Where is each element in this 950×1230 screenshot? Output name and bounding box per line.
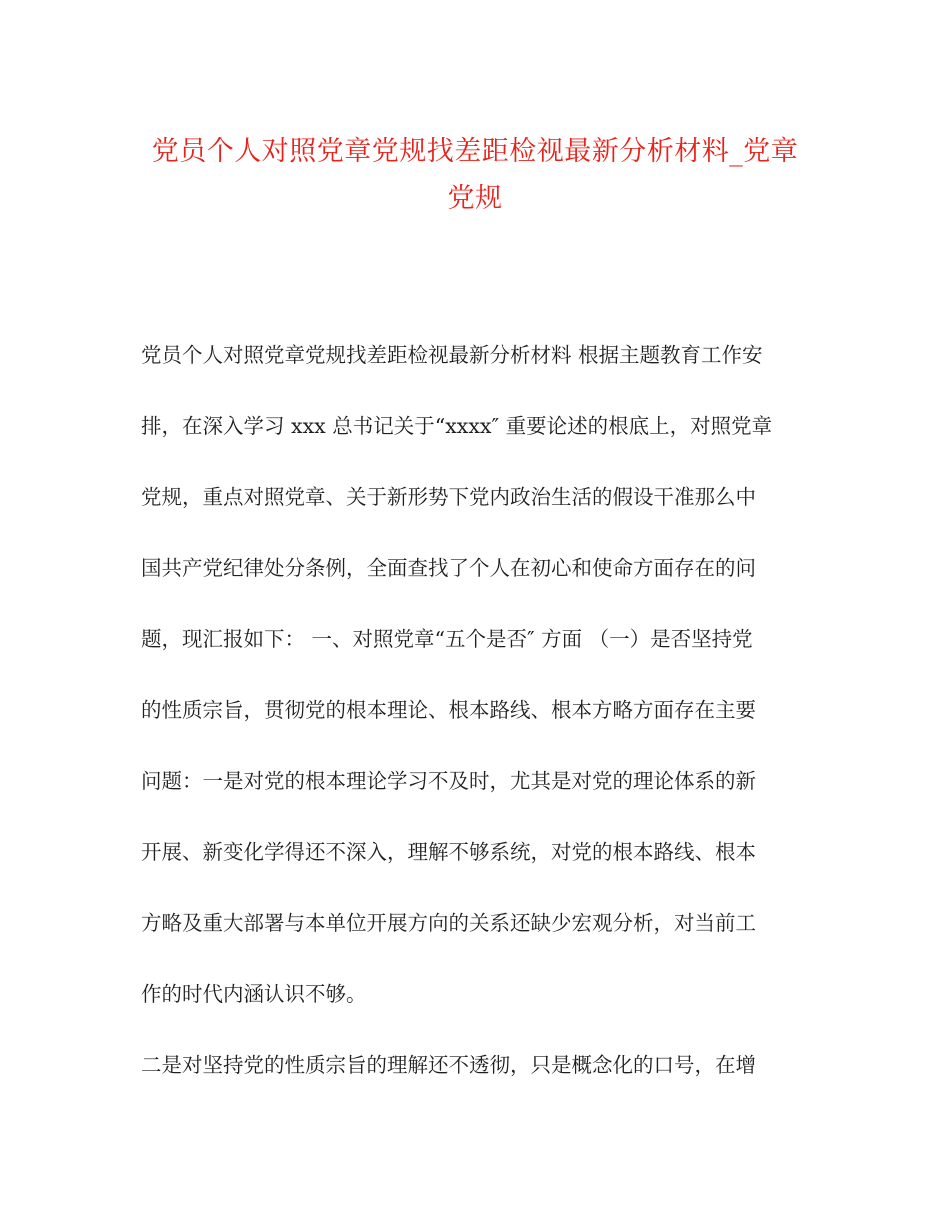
body-line-10: 作的时代内涵认识不够。 xyxy=(141,982,367,1006)
body-line-11: 二是对坚持党的性质宗旨的理解还不透彻，只是概念化的口号，在增 xyxy=(141,1053,756,1077)
body-line-4: 国共产党纪律处分条例，全面查找了个人在初心和使命方面存在的问 xyxy=(141,556,756,580)
body-line-2: 排，在深入学习 xxx 总书记关于“xxxx″ 重要论述的根底上，对照党章 xyxy=(141,414,773,438)
title-line-2: 党规 xyxy=(447,183,503,214)
body-line-1: 党员个人对照党章党规找差距检视最新分析材料 根据主题教育工作安 xyxy=(141,343,763,367)
body-line-3: 党规，重点对照党章、关于新形势下党内政治生活的假设干准那么中 xyxy=(141,485,756,509)
document-title xyxy=(120,128,830,222)
body-line-7: 问题：一是对党的根本理论学习不及时，尤其是对党的理论体系的新 xyxy=(141,769,756,793)
body-line-6: 的性质宗旨，贯彻党的根本理论、根本路线、根本方略方面存在主要 xyxy=(141,698,756,722)
title-line-1: 党员个人对照党章党规找差距检视最新分析材料_党章 xyxy=(151,136,799,167)
body-line-5: 题，现汇报如下： 一、对照党章“五个是否″ 方面 （一）是否坚持党 xyxy=(141,627,753,651)
body-line-9: 方略及重大部署与本单位开展方向的关系还缺少宏观分析，对当前工 xyxy=(141,911,756,935)
body-line-8: 开展、新变化学得还不深入，理解不够系统，对党的根本路线、根本 xyxy=(141,840,756,864)
